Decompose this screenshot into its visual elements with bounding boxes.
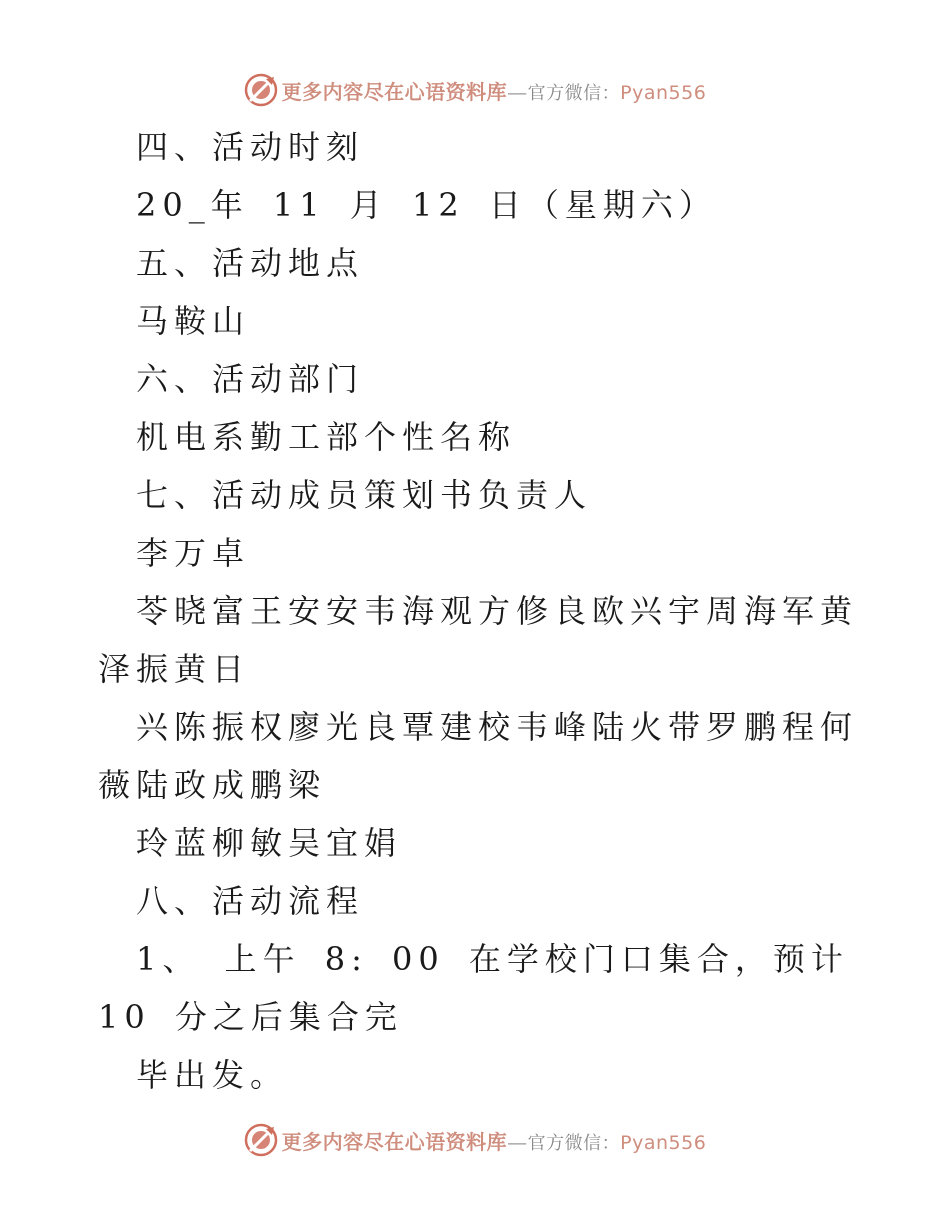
section-heading-members: 七、活动成员策划书负责人 (136, 476, 593, 514)
header-watermark (0, 70, 950, 110)
watermark-separator: — (507, 79, 528, 104)
member-list-2: 兴陈振权廖光良覃建校韦峰陆火带罗鹏程何薇陆政成鹏梁 (98, 708, 859, 804)
member-list-3: 玲蓝柳敏吴宜娟 (136, 824, 403, 862)
activity-location: 马鞍山 (136, 302, 251, 340)
footer-watermark (0, 1120, 950, 1160)
brand-logo-icon (244, 73, 278, 107)
section-heading-department: 六、活动部门 (136, 360, 365, 398)
watermark-wechat-id: Pyan556 (620, 81, 707, 104)
watermark-note: 官方微信： (527, 1132, 621, 1154)
watermark-separator: — (507, 1129, 528, 1154)
brand-logo-icon (244, 1123, 278, 1157)
process-step-1-end: 毕出发。 (136, 1056, 289, 1094)
activity-department: 机电系勤工部个性名称 (136, 418, 517, 456)
activity-date: 20_年 11 月 12 日（星期六） (136, 186, 717, 224)
section-heading-location: 五、活动地点 (136, 244, 365, 282)
watermark-wechat-id: Pyan556 (620, 1131, 707, 1154)
watermark-brand: 更多内容尽在心语资料库 (281, 1129, 508, 1154)
plan-leader: 李万卓 (136, 534, 251, 572)
watermark-text (282, 76, 707, 105)
process-step-1: 1、 上午 8: 00 在学校门口集合，预计 10 分之后集合完 (98, 940, 849, 1036)
member-list-1: 苓晓富王安安韦海观方修良欧兴宇周海军黄泽振黄日 (98, 592, 859, 688)
section-heading-process: 八、活动流程 (136, 882, 365, 920)
document-body (98, 118, 858, 1104)
watermark-text (282, 1126, 707, 1155)
watermark-brand: 更多内容尽在心语资料库 (281, 79, 508, 104)
section-heading-time: 四、活动时刻 (136, 128, 365, 166)
watermark-note: 官方微信： (527, 82, 621, 104)
